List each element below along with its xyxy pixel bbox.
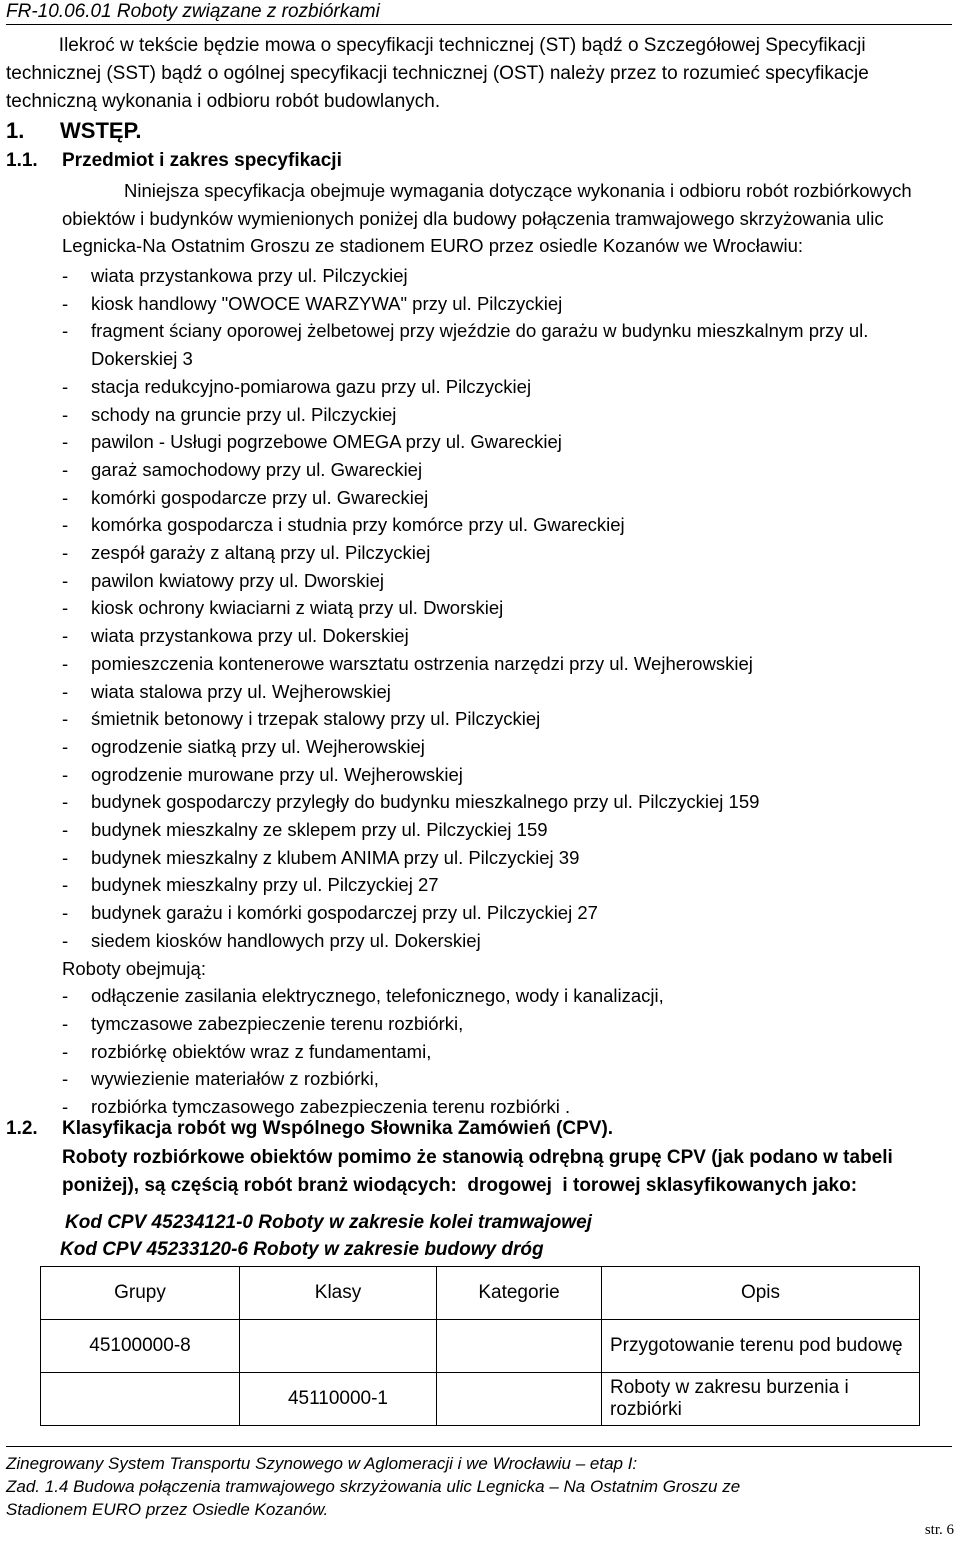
list-item-text: budynek gospodarczy przyległy do budynku mieszkalnego przy ul. Pilczyckiej 159 <box>91 791 760 813</box>
cpv-table <box>40 1266 920 1426</box>
paragraph-line: Legnicka-Na Ostatnim Groszu ze stadionem EURO przez osiedle Kozanów we Wrocławiu: <box>62 235 803 257</box>
list-item-text: budynek garażu i komórki gospodarczej przy ul. Pilczyckiej 27 <box>91 902 598 924</box>
table-header-cell: Klasy <box>240 1267 437 1320</box>
section-heading-1-1 <box>6 150 342 172</box>
list-dash: - <box>62 542 69 564</box>
list-item <box>62 733 958 761</box>
table-row <box>41 1373 920 1426</box>
list-item-text: Dokerskiej 3 <box>91 348 193 370</box>
list-item <box>62 511 958 539</box>
list-dash: - <box>62 680 69 702</box>
list-item <box>62 317 958 345</box>
section-title: WSTĘP. <box>60 118 142 143</box>
list-dash: - <box>62 514 69 536</box>
list-dash: - <box>62 569 69 591</box>
list-dash: - <box>62 403 69 425</box>
list-item <box>62 1010 958 1038</box>
list-item-text: wiata przystankowa przy ul. Pilczyckiej <box>91 265 408 286</box>
list-item-text: pawilon - Usługi pogrzebowe OMEGA przy ul. Gwareckiej <box>91 431 562 453</box>
paragraph-line: poniżej), są częścią robót branż wiodących: drogowej i torowej sklasyfikowanych jako: <box>62 1175 858 1196</box>
list-dash: - <box>62 1040 69 1062</box>
list-dash: - <box>62 902 69 924</box>
paragraph-line: obiektów i budynków wymienionych poniżej dla budowy połączenia tramwajowego skrzyżowania ulic <box>62 207 884 229</box>
cpv-code-tram: Kod CPV 45234121-0 Roboty w zakresie kolei tramwajowej <box>65 1212 592 1233</box>
list-item <box>62 788 958 816</box>
list-item-text: pomieszczenia kontenerowe warsztatu ostrzenia narzędzi przy ul. Wejherowskiej <box>91 652 753 674</box>
list-item <box>62 1065 958 1093</box>
table-header-cell: Kategorie <box>437 1267 602 1320</box>
list-item-text: stacja redukcyjno-pomiarowa gazu przy ul. Pilczyckiej <box>91 375 532 397</box>
list-dash: - <box>62 846 69 868</box>
works-label <box>62 955 958 983</box>
list-dash: - <box>62 375 69 397</box>
section-number: 1.2. <box>6 1118 38 1139</box>
list-item-text: wiata przystankowa przy ul. Dokerskiej <box>91 625 409 647</box>
table-header-cell: Grupy <box>41 1267 240 1320</box>
cpv-code-roads: Kod CPV 45233120-6 Roboty w zakresie budowy dróg <box>60 1239 544 1260</box>
list-dash: - <box>62 486 69 508</box>
list-dash: - <box>62 652 69 674</box>
list-item <box>62 594 958 622</box>
list-item-text: tymczasowe zabezpieczenie terenu rozbiórki, <box>91 1012 464 1034</box>
list-item-text: kiosk ochrony kwiaciarni z wiatą przy ul. Dworskiej <box>91 597 504 619</box>
list-dash: - <box>62 708 69 730</box>
document-header-title: FR-10.06.01 Roboty związane z rozbiórkami <box>6 2 952 25</box>
footer-line: Zinegrowany System Transportu Szynowego w Aglomeracji i we Wrocławiu – etap I: <box>6 1454 638 1473</box>
list-dash: - <box>62 292 69 314</box>
list-item <box>62 567 958 595</box>
list-item <box>62 899 958 927</box>
list-item <box>62 816 958 844</box>
list-item-text: odłączenie zasilania elektrycznego, telefonicznego, wody i kanalizacji, <box>91 985 664 1007</box>
list-item-text: budynek mieszkalny z klubem ANIMA przy ul. Pilczyckiej 39 <box>91 846 580 868</box>
list-item-text: ogrodzenie murowane przy ul. Wejherowskiej <box>91 763 463 785</box>
list-item <box>62 982 958 1010</box>
list-dash: - <box>62 929 69 951</box>
list-item <box>62 705 958 733</box>
cpv-paragraph <box>62 1144 958 1200</box>
table-cell <box>437 1320 602 1373</box>
section-heading-1-2 <box>6 1118 613 1140</box>
section-number: 1.1. <box>6 150 38 171</box>
footer-line: Zad. 1.4 Budowa połączenia tramwajowego skrzyżowania ulic Legnicka – Na Ostatnim Groszu ze <box>6 1477 741 1496</box>
list-item-continuation <box>62 345 958 373</box>
section-heading-1 <box>6 118 142 144</box>
intro-paragraph <box>6 32 956 116</box>
table-cell <box>41 1373 240 1426</box>
page-number: str. 6 <box>924 1522 954 1538</box>
list-item <box>62 844 958 872</box>
list-item-text: budynek mieszkalny ze sklepem przy ul. Pilczyckiej 159 <box>91 819 548 841</box>
table-cell <box>240 1320 437 1373</box>
scope-paragraph <box>62 177 958 260</box>
list-item <box>62 1093 958 1121</box>
list-dash: - <box>62 458 69 480</box>
table-row <box>41 1320 920 1373</box>
list-item-text: rozbiórkę obiektów wraz z fundamentami, <box>91 1040 432 1062</box>
list-item <box>62 428 958 456</box>
table-header-cell: Opis <box>602 1267 920 1320</box>
list-dash: - <box>62 874 69 896</box>
table-cell: Roboty w zakresu burzenia i rozbiórki <box>602 1373 920 1426</box>
list-item <box>62 262 958 290</box>
list-dash: - <box>62 985 69 1007</box>
list-item-text: fragment ściany oporowej żelbetowej przy wjeździe do garażu w budynku mieszkalnym przy ul. <box>91 320 869 342</box>
table-cell: 45100000-8 <box>41 1320 240 1373</box>
list-item-text: komórka gospodarcza i studnia przy komórce przy ul. Gwareckiej <box>91 514 625 536</box>
list-dash: - <box>62 819 69 841</box>
paragraph-line: Niniejsza specyfikacja obejmuje wymagania dotyczące wykonania i odbioru robót rozbiórkowych <box>124 180 912 201</box>
list-item-text: wiata stalowa przy ul. Wejherowskiej <box>91 680 391 702</box>
list-item <box>62 1038 958 1066</box>
list-item-text: schody na gruncie przy ul. Pilczyckiej <box>91 403 397 425</box>
list-item <box>62 373 958 401</box>
list-dash: - <box>62 431 69 453</box>
document-footer <box>6 1452 952 1521</box>
list-dash: - <box>62 763 69 785</box>
list-dash: - <box>62 735 69 757</box>
list-dash: - <box>62 1068 69 1090</box>
list-item-text: rozbiórka tymczasowego zabezpieczenia terenu rozbiórki . <box>91 1096 571 1118</box>
intro-line: Ilekroć w tekście będzie mowa o specyfikacji technicznej (ST) bądź o Szczegółowej Specyfikacji <box>6 35 866 56</box>
table-cell: Przygotowanie terenu pod budowę <box>602 1320 920 1373</box>
list-dash: - <box>62 265 69 286</box>
list-item-text: budynek mieszkalny przy ul. Pilczyckiej 27 <box>91 874 439 896</box>
list-item <box>62 539 958 567</box>
list-item <box>62 761 958 789</box>
intro-line: technicznej (SST) bądź o ogólnej specyfikacji technicznej (OST) należy przez to rozumieć specyfikacje <box>6 63 869 84</box>
footer-line: Stadionem EURO przez Osiedle Kozanów. <box>6 1500 329 1519</box>
list-item-text: śmietnik betonowy i trzepak stalowy przy ul. Pilczyckiej <box>91 708 541 730</box>
list-dash: - <box>62 625 69 647</box>
list-item-text: pawilon kwiatowy przy ul. Dworskiej <box>91 569 385 591</box>
list-item <box>62 401 958 429</box>
list-item <box>62 456 958 484</box>
list-item-text: ogrodzenie siatką przy ul. Wejherowskiej <box>91 735 425 757</box>
objects-list <box>62 262 958 1121</box>
list-item <box>62 484 958 512</box>
footer-divider <box>6 1446 952 1447</box>
paragraph-line: Roboty rozbiórkowe obiektów pomimo że stanowią odrębną grupę CPV (jak podano w tabeli <box>62 1147 893 1168</box>
intro-line: techniczną wykonania i odbioru robót budowlanych. <box>6 91 441 112</box>
list-dash: - <box>62 597 69 619</box>
table-cell: 45110000-1 <box>240 1373 437 1426</box>
table-header-row <box>41 1267 920 1320</box>
list-dash: - <box>62 1096 69 1118</box>
list-item-text: wywiezienie materiałów z rozbiórki, <box>91 1068 379 1090</box>
works-label-text: Roboty obejmują: <box>62 957 206 979</box>
list-item <box>62 650 958 678</box>
list-item <box>62 678 958 706</box>
table-cell <box>437 1373 602 1426</box>
section-title: Klasyfikacja robót wg Wspólnego Słownika Zamówień (CPV). <box>62 1118 614 1139</box>
list-item <box>62 622 958 650</box>
list-item <box>62 927 958 955</box>
list-dash: - <box>62 320 69 342</box>
list-item <box>62 290 958 318</box>
section-title: Przedmiot i zakres specyfikacji <box>62 150 342 171</box>
list-item-text: siedem kiosków handlowych przy ul. Dokerskiej <box>91 929 481 951</box>
list-item-text: komórki gospodarcze przy ul. Gwareckiej <box>91 486 429 508</box>
list-item-text: garaż samochodowy przy ul. Gwareckiej <box>91 458 423 480</box>
list-item-text: kiosk handlowy "OWOCE WARZYWA" przy ul. Pilczyckiej <box>91 292 563 314</box>
section-number: 1. <box>6 118 25 143</box>
list-item-text: zespół garaży z altaną przy ul. Pilczyckiej <box>91 542 431 564</box>
list-item <box>62 871 958 899</box>
list-dash: - <box>62 1012 69 1034</box>
list-dash: - <box>62 791 69 813</box>
